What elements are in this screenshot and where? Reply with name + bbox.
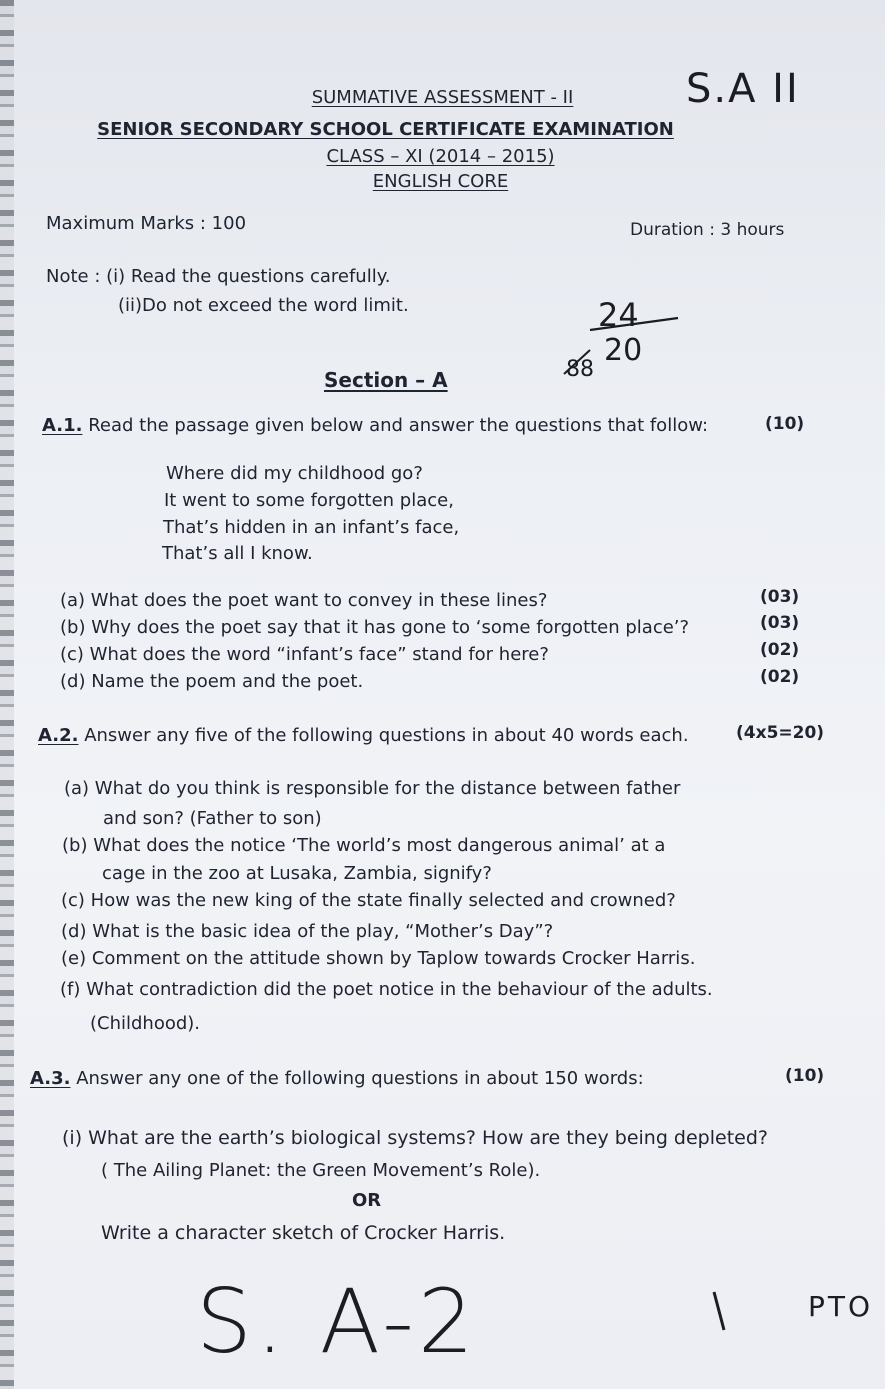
q3-option-1-line-2: ( The Ailing Planet: the Green Movement’s Role). xyxy=(101,1160,541,1181)
handwritten-stroke xyxy=(710,1290,730,1334)
q2-line-1: (a) What do you think is responsible for the distance between father xyxy=(64,778,681,799)
exam-title: SENIOR SECONDARY SCHOOL CERTIFICATE EXAMINATION xyxy=(97,119,674,140)
poem-line-1: Where did my childhood go? xyxy=(166,463,423,484)
assessment-title: SUMMATIVE ASSESSMENT - II xyxy=(311,87,574,108)
poem-line-4: That’s all I know. xyxy=(162,543,313,564)
subject-line: ENGLISH CORE xyxy=(372,171,509,192)
duration: Duration : 3 hours xyxy=(630,220,785,240)
section-title: Section – A xyxy=(324,368,448,392)
q3-marks: (10) xyxy=(785,1066,825,1086)
q1-part-a-marks: (03) xyxy=(760,587,800,607)
score-strike: 88 xyxy=(566,357,594,382)
max-marks: Maximum Marks : 100 xyxy=(46,213,247,234)
q3-option-1-line-1: (i) What are the earth’s biological systems? How are they being depleted? xyxy=(62,1127,768,1149)
score-top: 24 xyxy=(598,296,639,334)
torn-margin xyxy=(0,0,14,1389)
q2-line-5: (c) How was the new king of the state finally selected and crowned? xyxy=(61,890,676,911)
q2-line-4: cage in the zoo at Lusaka, Zambia, signify? xyxy=(102,863,492,884)
q1-marks: (10) xyxy=(765,414,805,434)
handwritten-sa2-top: S.A II xyxy=(686,66,800,112)
q1-part-b: (b) Why does the poet say that it has gone to ‘some forgotten place’? xyxy=(60,617,690,638)
q3-or: OR xyxy=(352,1190,382,1211)
q2-marks: (4x5=20) xyxy=(736,723,825,743)
note-line-1: Note : (i) Read the questions carefully. xyxy=(46,266,391,287)
q2-line-6: (d) What is the basic idea of the play, “Mother’s Day”? xyxy=(61,921,554,942)
q2-line-7: (e) Comment on the attitude shown by Taplow towards Crocker Harris. xyxy=(61,948,696,969)
score-bottom: 20 xyxy=(604,333,643,368)
q2-heading: A.2. Answer any five of the following questions in about 40 words each. xyxy=(38,725,689,746)
q3-option-2: Write a character sketch of Crocker Harris. xyxy=(101,1222,506,1244)
handwritten-sa2-bottom: S. A-2 xyxy=(196,1270,478,1373)
handwritten-pto: PTO xyxy=(808,1290,874,1323)
q2-line-9: (Childhood). xyxy=(90,1013,201,1034)
q1-part-d: (d) Name the poem and the poet. xyxy=(60,671,364,692)
q2-line-8: (f) What contradiction did the poet notice in the behaviour of the adults. xyxy=(60,979,713,1000)
q1-part-a: (a) What does the poet want to convey in these lines? xyxy=(60,590,548,611)
q3-heading: A.3. Answer any one of the following questions in about 150 words: xyxy=(30,1068,644,1089)
handwritten-score xyxy=(566,290,690,385)
q1-heading: A.1. Read the passage given below and answer the questions that follow: xyxy=(42,415,709,436)
poem-line-3: That’s hidden in an infant’s face, xyxy=(163,517,460,538)
note-line-2: (ii)Do not exceed the word limit. xyxy=(118,295,409,316)
class-line: CLASS – XI (2014 – 2015) xyxy=(326,146,555,167)
poem-line-2: It went to some forgotten place, xyxy=(164,490,454,511)
q2-line-2: and son? (Father to son) xyxy=(103,808,322,829)
q1-part-d-marks: (02) xyxy=(760,667,800,687)
q2-line-3: (b) What does the notice ‘The world’s most dangerous animal’ at a xyxy=(62,835,666,856)
q1-part-c-marks: (02) xyxy=(760,640,800,660)
q1-part-c: (c) What does the word “infant’s face” stand for here? xyxy=(60,644,549,665)
q1-part-b-marks: (03) xyxy=(760,613,800,633)
